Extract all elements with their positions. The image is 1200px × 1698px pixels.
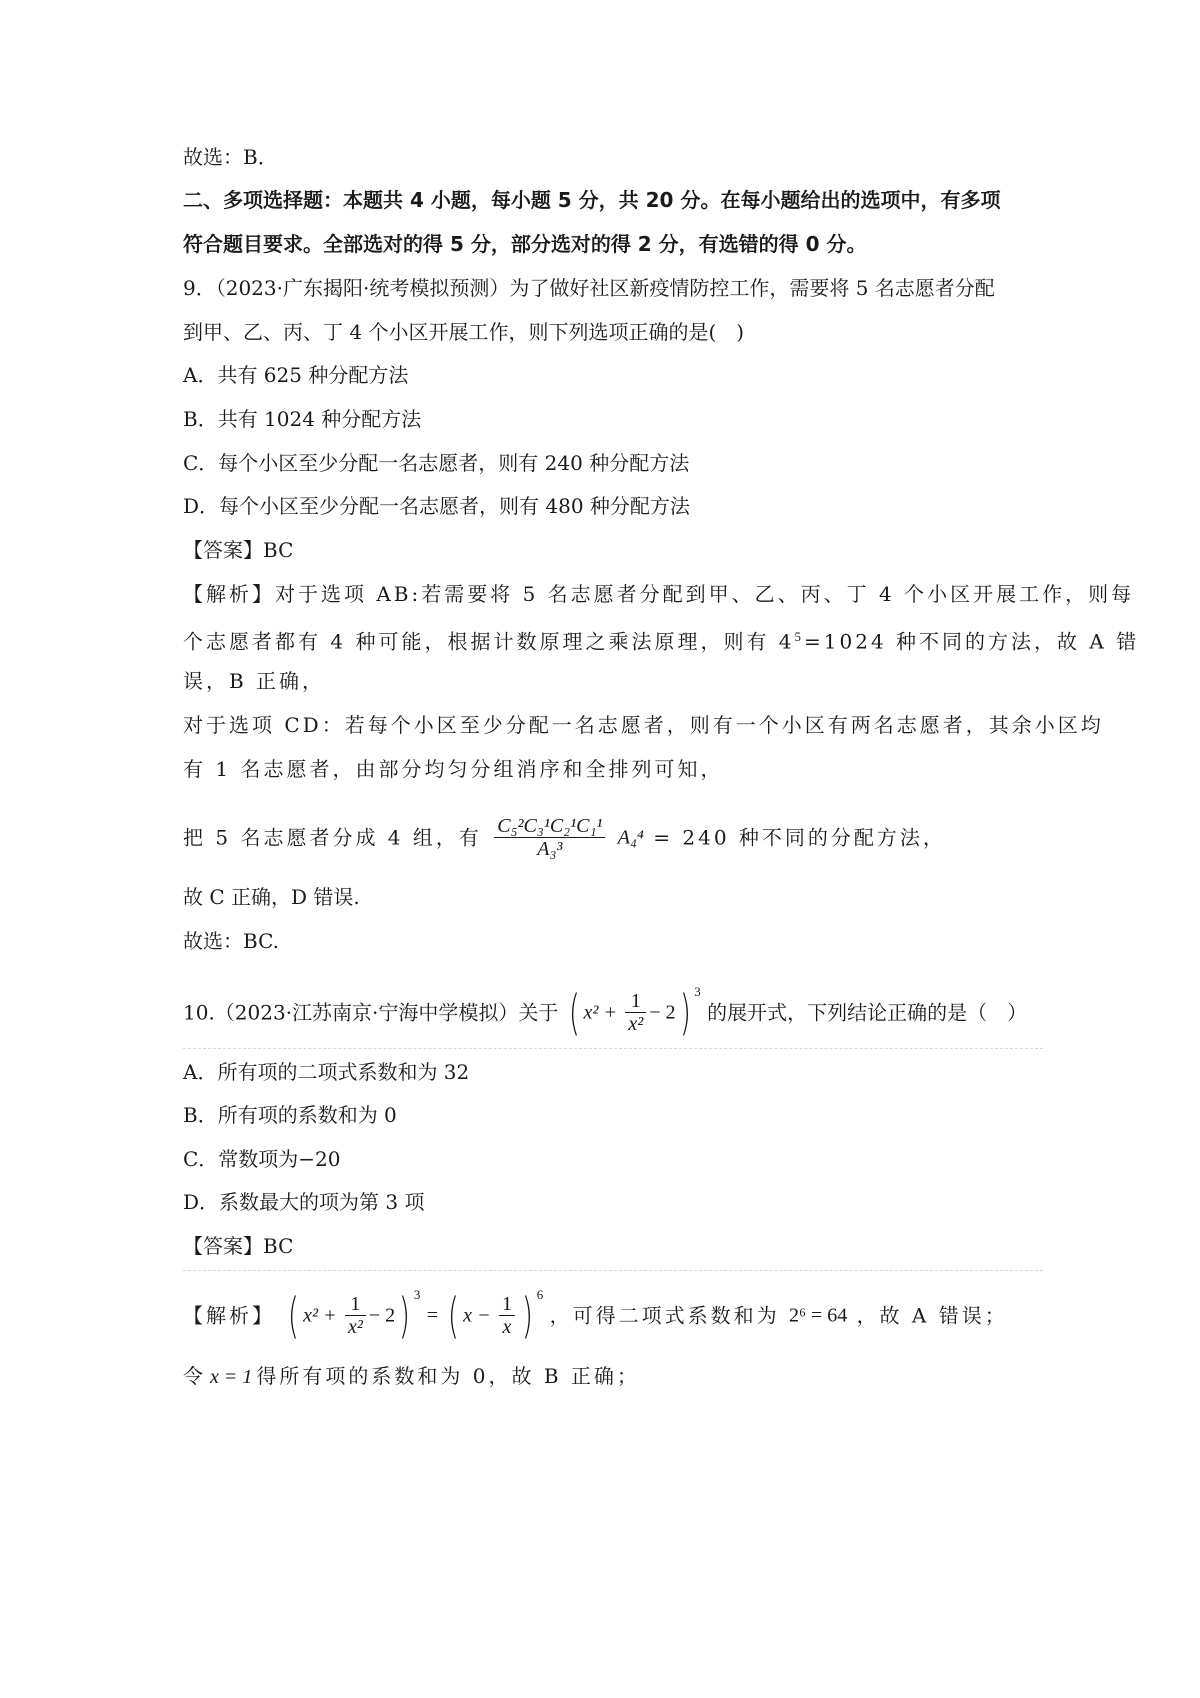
option-10d: D．系数最大的项为第 3 项 xyxy=(183,1190,425,1214)
section-heading-line-2: 符合题目要求。全部选对的得 5 分，部分选对的得 2 分，有选错的得 0 分。 xyxy=(183,232,867,256)
question-10-line: 10.（2023·江苏南京·宁海中学模拟）关于 ( x² + $\frac{1}{\text{x²}}$ − 2) $^3$ 的展开式，下列结论正确的是（ ） xyxy=(183,984,1028,1041)
question-9-line-2: 到甲、乙、丙、丁 4 个小区开展工作，则下列选项正确的是( ) xyxy=(183,320,745,344)
analysis-9-line-1: 【解析】对于选项 AB:若需要将 5 名志愿者分配到甲、乙、丙、丁 4 个小区开展工作，则每 xyxy=(183,582,1135,606)
reciprocal-fraction-2: $\frac{1}{\text{x²}}$ xyxy=(345,1293,366,1338)
permutation-term: A₄⁴ xyxy=(617,826,644,849)
conclusion-line-1: 故选：B． xyxy=(183,145,278,169)
answer-10: 【答案】BC xyxy=(183,1234,294,1258)
analysis-10-line-1: 【解析】 ( x² + $\frac{1}{\text{x²}}$ − 2) $^3$ = ( x − $\frac{1}{x}$ ) $^6$ ，可得二项式系数和为 2⁶ = 64 ，故 A 错误； xyxy=(183,1287,1008,1344)
question-9-line-1: 9．（2023·广东揭阳·统考模拟预测）为了做好社区新疫情防控工作，需要将 5 名志愿者分配 xyxy=(183,276,995,300)
option-9d: D．每个小区至少分配一名志愿者，则有 480 种分配方法 xyxy=(183,494,690,518)
divider-2 xyxy=(183,1270,1043,1271)
option-9c: C．每个小区至少分配一名志愿者，则有 240 种分配方法 xyxy=(183,451,690,475)
option-9a: A．共有 625 种分配方法 xyxy=(183,363,409,387)
combination-fraction: $\frac{\text{C₅²C₃¹C₂¹C₁¹}}{\text{A₃³}}$ xyxy=(494,815,605,860)
option-10c: C．常数项为−20 xyxy=(183,1147,341,1171)
analysis-9-conclusion: 故 C 正确，D 错误. xyxy=(183,885,360,909)
answer-9: 【答案】BC xyxy=(183,538,294,562)
analysis-9-line-4: 对于选项 CD：若每个小区至少分配一名志愿者，则有一个小区有两名志愿者，其余小区均 xyxy=(183,713,1104,737)
final-choice-9: 故选：BC. xyxy=(183,929,280,953)
analysis-10-line-2: 令 x = 1 得所有项的系数和为 0，故 B 正确； xyxy=(183,1364,640,1388)
analysis-9-line-3: 误，B 正确， xyxy=(183,669,326,693)
inverse-x-fraction: $\frac{1}{x}$ xyxy=(499,1293,515,1338)
option-10a: A．所有项的二项式系数和为 32 xyxy=(183,1060,470,1084)
analysis-9-line-5: 有 1 名志愿者，由部分均匀分组消序和全排列可知， xyxy=(183,757,724,781)
reciprocal-fraction: $\frac{1}{\text{x²}}$ xyxy=(625,990,646,1035)
option-10b: B．所有项的系数和为 0 xyxy=(183,1103,397,1127)
analysis-9-line-2: 个志愿者都有 4 种可能，根据计数原理之乘法原理，则有 $4^5=1024$ 种不同的方法，故 A 错 xyxy=(183,629,1140,654)
section-heading-line-1: 二、多项选择题：本题共 4 小题，每小题 5 分，共 20 分。在每小题给出的选项中，有多项 xyxy=(183,188,1001,212)
option-9b: B．共有 1024 种分配方法 xyxy=(183,407,422,431)
divider-1 xyxy=(183,1048,1043,1049)
analysis-9-formula-line: 把 5 名志愿者分成 4 组，有 $\frac{\text{C₅²C₃¹C₂¹C₁¹}}{\text{A₃³}}$ A₄⁴ = 240 种不同的分配方法， xyxy=(183,815,946,860)
